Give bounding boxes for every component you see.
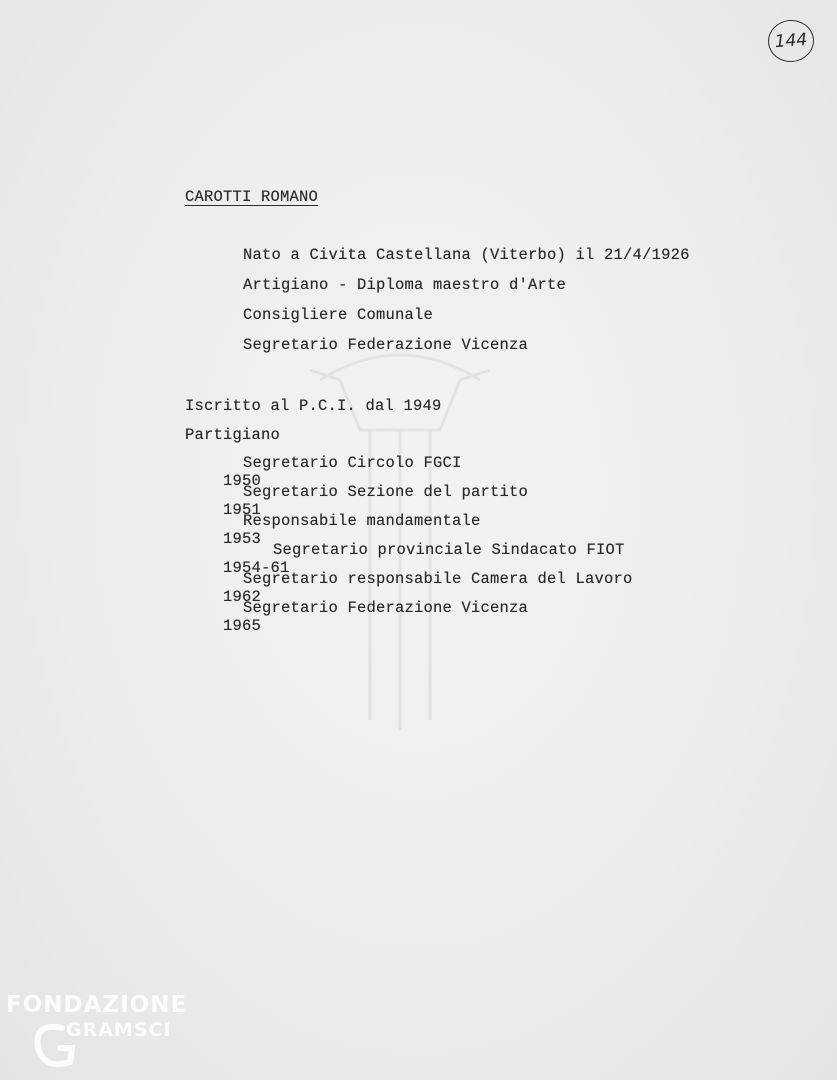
page-number: 144 xyxy=(774,29,808,53)
career-role: Segretario Sezione del partito xyxy=(243,483,529,501)
career-row xyxy=(185,599,529,653)
career-year: 1950 xyxy=(223,472,262,490)
profession-line: Artigiano - Diploma maestro d'Arte xyxy=(243,276,567,294)
partisan-line: Partigiano xyxy=(185,426,281,444)
watermark-line-2: GRAMSCI xyxy=(66,1019,172,1041)
career-year: 1953 xyxy=(223,530,262,548)
career-role: Responsabile mandamentale xyxy=(243,512,481,530)
career-role: Segretario Circolo FGCI xyxy=(243,454,462,472)
career-year: 1951 xyxy=(223,501,262,519)
career-year: 1965 xyxy=(223,617,262,635)
career-role: Segretario provinciale Sindacato FIOT xyxy=(273,541,625,559)
career-year: 1954-61 xyxy=(223,559,290,577)
career-role: Segretario responsabile Camera del Lavoro xyxy=(243,570,633,588)
federation-line: Segretario Federazione Vicenza xyxy=(243,336,529,354)
council-line: Consigliere Comunale xyxy=(243,306,434,324)
career-year: 1962 xyxy=(223,588,262,606)
career-role: Segretario Federazione Vicenza xyxy=(243,599,529,617)
page-number-stamp xyxy=(767,18,816,63)
watermark-line-1: FONDAZIONE xyxy=(6,992,188,1018)
party-membership-line: Iscritto al P.C.I. dal 1949 xyxy=(185,397,442,415)
document-heading: CAROTTI ROMANO xyxy=(185,188,319,206)
fondazione-gramsci-logo xyxy=(4,986,214,1076)
birth-line: Nato a Civita Castellana (Viterbo) il 21/4/1926 xyxy=(243,246,690,264)
